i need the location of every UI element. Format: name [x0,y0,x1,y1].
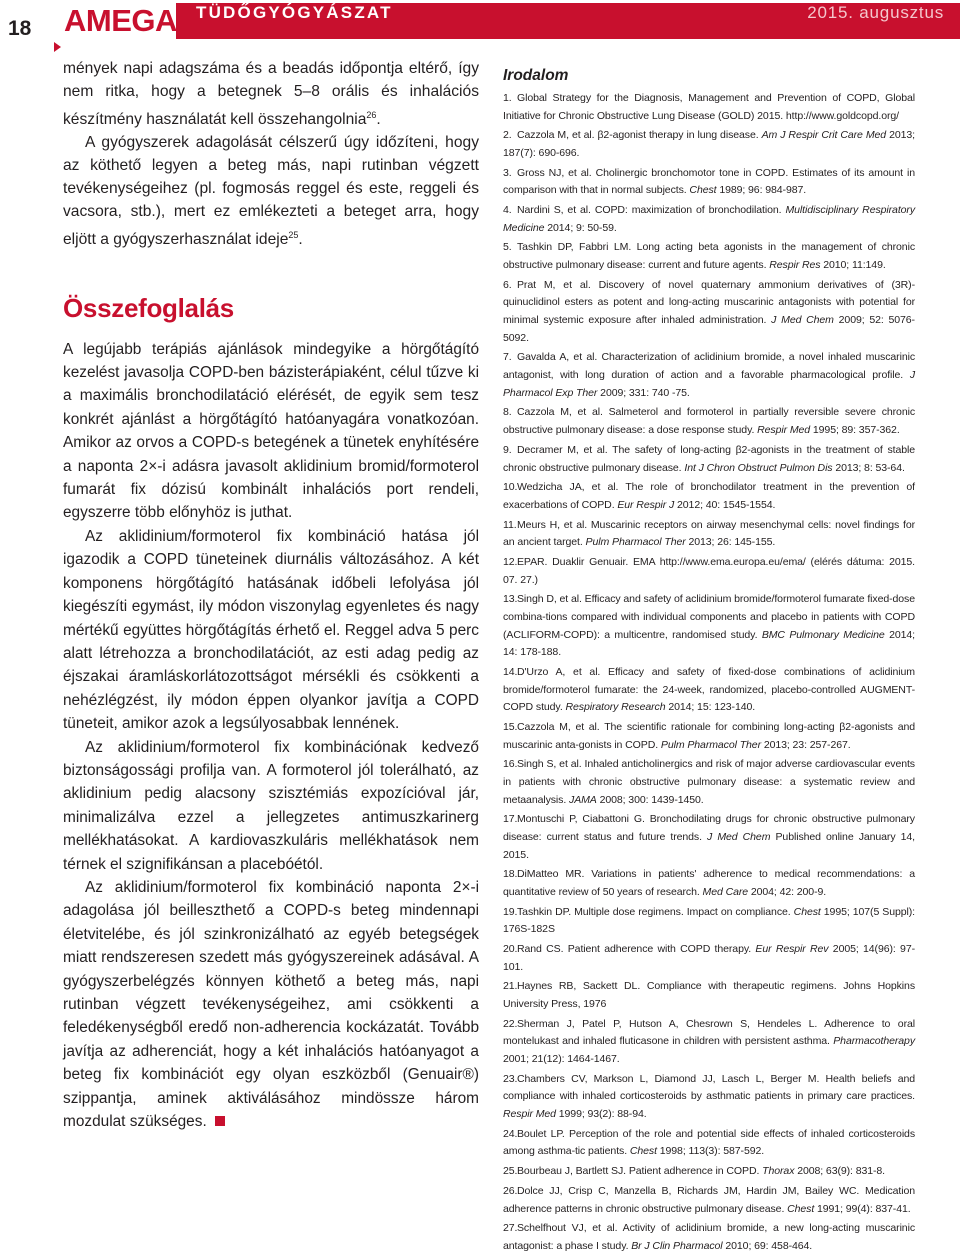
reference-item [503,277,915,348]
reference-details: 2004; 42: 200-9. [748,886,827,899]
reference-details: 2014; 14: 178-188. [503,628,915,659]
reference-number: 18. [503,868,518,881]
reference-item [503,941,915,976]
citation-sup: 26 [366,109,377,120]
reference-details: 2008; 300: 1439-1450. [596,793,704,806]
reference-item [503,904,915,939]
paragraph-text: A legújabb terápiás ajánlások mindegyike a hörgőtágító kezelést javasolja COPD-ben bázisterápiaként, célul tűzve ki a maximális bronchodilatáció elérését, de egyik sem tesz konkrét ajánlást a hörgőtágító hatóanyagára vonatkozóan. Amikor az orvos a COPD-s betegének a tünetek enyhítésére a naponta 2×-i adásra javasolt aklidinium bromid/formoterol fumarát fix dózisú kombinált inhalációs port rendeli, egyszerre több előnyhöz is juthat. [63,340,479,522]
reference-journal: Respir Res [769,259,821,272]
magazine-logo: AMEGA [64,3,177,38]
intro-paragraph [63,58,479,132]
reference-number: 17. [503,813,518,826]
reference-details: 2013; 8: 53-64. [832,461,905,474]
reference-text: Rand CS. Patient adherence with COPD therapy. [517,943,756,956]
reference-journal: Respir Med [757,424,811,437]
reference-journal: J Med Chem [771,314,834,327]
reference-item [503,1183,915,1218]
reference-number: 4. [503,204,512,217]
reference-number: 10. [503,481,518,494]
reference-number: 21. [503,980,518,993]
reference-text: D'Urzo A, et al. Efficacy and safety of fixed-dose combinations of aclidinium bromide/formoterol fumarate: the 24-week, randomized, placebo-controlled AUGMENT-COPD study. [503,665,915,714]
reference-details: 1998; 113(3): 587-592. [656,1145,765,1158]
reference-number: 3. [503,166,512,179]
reference-text: Boulet LP. Perception of the role and potential side effects of inhaled corticosteroids among asthma-tic patients. [503,1127,915,1158]
reference-details: 1999; 93(2): 88-94. [555,1108,647,1121]
reference-text: DiMatteo MR. Variations in patients' adherence to medical recommendations: a quantitative review of 50 years of research. [503,868,915,899]
end-mark-icon [215,1116,225,1126]
reference-details: 2014; 15: 123-140. [665,701,756,714]
reference-number: 13. [503,593,518,606]
reference-number: 12. [503,555,518,568]
reference-text: Haynes RB, Sackett DL. Compliance with therapeutic regimens. Johns Hopkins University Press, 1976 [503,980,915,1011]
article-column [63,58,479,1133]
reference-item [503,1126,915,1161]
reference-text: Montuschi P, Ciabattoni G. Bronchodilating drugs for chronic obstructive pulmonary disease: current status and future trends. [503,813,915,843]
citation-sup: 25 [288,229,299,240]
reference-text: Meurs H, et al. Muscarinic receptors on airway mesenchymal cells: novel findings for an ancient target. [503,518,915,549]
reference-details: 2013; 23: 257-267. [760,738,851,751]
reference-journal: Thorax [762,1165,795,1178]
reference-journal: J Med Chem [707,831,771,843]
reference-text: Tashkin DP, Fabbri LM. Long acting beta agonists in the management of chronic obstructive pulmonary disease: current and future agents. [503,241,915,272]
reference-details: 2009; 52: 5076-5092. [503,314,915,344]
reference-item [503,554,915,589]
reference-details: 2001; 21(12): 1464-1467. [503,1053,620,1066]
reference-text: Chambers CV, Markson L, Diamond JJ, Lasch L, Berger M. Health beliefs and compliance with inhaled corticosteroids by asthmatic patients in primary care practices. [503,1072,915,1103]
reference-details: 2008; 63(9): 831-8. [794,1165,886,1178]
issue-date: 2015. augusztus [807,3,944,22]
reference-number: 9. [503,443,512,456]
reference-journal: Med Care [702,886,749,899]
reference-item [503,165,915,200]
summary-paragraph [63,876,479,1133]
reference-text: Cazzola M, et al. The scientific rationale for combining long-acting β2-agonists and muscarinic anta-gonists in COPD. [503,720,915,751]
reference-item [503,202,915,237]
reference-details: 2009; 331: 740 -75. [597,386,690,399]
reference-number: 1. [503,92,512,104]
reference-text: Global Strategy for the Diagnosis, Management and Prevention of COPD, Global Initiative for Chronic Obstructive Lung Disease (GOLD) 2015. http://www.goldcopd.org/ [503,92,915,122]
references-heading: Irodalom [503,67,569,84]
reference-details: 2010; 11:149. [820,259,886,272]
reference-details: 1995; 107(5 Suppl): 176S-182S [503,905,916,936]
section-title: TÜDŐGYÓGYÁSZAT [196,3,393,22]
reference-details: 1991; 99(4): 837-41. [814,1202,911,1215]
paragraph-text: Az aklidinium/formoterol fix kombináció hatása jól igazodik a COPD tüneteinek diurnális változásához. A két komponens hörgőtágító hatásának időbeli lefolyása jól kiegészíti egymást, ily módon viszonylag egyenletes és nagy mértékű együttes hörgőtágítás érhető el. Reggel adva 5 perc alatt létrehozza a bronchodilatációt, az esti adag pedig az éjszakai áramláskorlátozottságot mérsékli és csökkenti a nehézlégzést, ily módon éppen olyankor javítja a COPD tüneteit, amikor azok a legsúlyosabbak lennének. [63,527,479,733]
reference-number: 24. [503,1127,518,1140]
reference-number: 5. [503,241,512,254]
reference-item [503,811,915,864]
reference-text: Wedzicha JA, et al. The role of bronchodilator treatment in the prevention of exacerbations of COPD. [503,481,915,511]
reference-number: 11. [503,518,517,531]
reference-journal: Respiratory Research [565,701,666,714]
intro-end: . [376,111,381,128]
reference-details: 2013; 187(7): 690-696. [503,129,915,160]
reference-text: Prat M, et al. Discovery of novel quaternary ammonium derivatives of (3R)-quinuclidinol esters as potent and long-acting muscarinic antagonists with potential for minimal systemic exposure after inhaled administration. [503,278,915,327]
reference-item [503,1071,915,1124]
reference-text: Cazzola M, et al. β2-agonist therapy in lung disease. [517,129,762,142]
reference-item [503,90,915,125]
reference-item [503,591,915,662]
reference-item [503,866,915,901]
reference-item [503,404,915,439]
reference-journal: Eur Respir Rev [755,943,829,956]
reference-journal: Am J Respir Crit Care Med [761,129,887,142]
reference-text: Tashkin DP. Multiple dose regimens. Impact on compliance. [517,905,794,918]
reference-item [503,978,915,1013]
reference-journal: Chest [793,905,821,918]
reference-item [503,1163,915,1181]
reference-text: Gross NJ, et al. Cholinergic bronchomotor tone in COPD. Estimates of its amount in comparison with that in normal subjects. [503,166,915,197]
reference-item [503,517,915,552]
reference-text: Singh D, et al. Efficacy and safety of aclidinium bromide/formoterol fumarate fixed-dose combina-tions compared with individual components and placebo in patients with COPD (ACLIFORM-COPD): a multicentre, randomised study. [503,593,915,641]
page-number: 18 [8,17,32,40]
reference-number: 26. [503,1184,518,1197]
intro-end: . [298,230,303,248]
reference-details: 1989; 96: 984-987. [716,184,807,197]
intro-text: A gyógyszerek adagolását célszerű úgy időzíteni, hogy az köthető legyen a beteg más, napi rutinban végzett tevékenységeihez (pl. fogmosás reggel és este, reggeli és vacsora, stb.), mert ez emlékezteti a beteget arra, hogy eljött a gyógyszerhasználat ideje [63,133,479,248]
reference-details: 2014; 9: 50-59. [544,221,617,234]
reference-journal: Respir Med [503,1108,556,1121]
reference-journal: Chest [629,1145,657,1158]
reference-journal: Pharmacotherapy [833,1035,915,1048]
reference-number: 15. [503,720,518,733]
reference-number: 2. [503,129,512,142]
reference-number: 27. [503,1222,518,1235]
reference-number: 6. [503,278,512,291]
reference-journal: Br J Clin Pharmacol [631,1239,723,1252]
continuation-arrow-icon [54,42,61,52]
reference-item [503,756,915,809]
reference-number: 8. [503,406,512,419]
reference-text: Nardini S, et al. COPD: maximization of bronchodilation. [517,204,786,217]
reference-details: 2013; 26: 145-155. [685,536,776,549]
reference-text: Gavalda A, et al. Characterization of aclidinium bromide, a novel inhaled muscarinic antagonist, with long duration of action and a favorable pharmacological profile. [503,351,915,382]
reference-journal: Pulm Pharmacol Ther [585,536,686,549]
reference-number: 22. [503,1017,518,1030]
summary-paragraph [63,338,479,525]
reference-number: 14. [503,665,518,678]
reference-journal: Eur Respir J [617,498,675,511]
reference-journal: Pulm Pharmacol Ther [660,738,761,751]
reference-item [503,239,915,274]
reference-journal: Chest [689,184,717,197]
reference-details: 2005; 14(96): 97-101. [503,943,916,973]
reference-item [503,479,915,514]
reference-item [503,719,915,754]
reference-number: 23. [503,1072,518,1085]
reference-item [503,1220,915,1255]
reference-number: 19. [503,905,518,918]
references-column [503,66,915,1258]
summary-heading: Összefoglalás [63,292,234,323]
reference-number: 25. [503,1165,518,1178]
summary-paragraph [63,525,479,736]
reference-text: Singh S, et al. Inhaled anticholinergics and risk of major adverse cardiovascular events in patients with chronic obstructive pulmonary disease: a systematic review and metaanalysis. [503,758,915,806]
reference-journal: Chest [787,1202,815,1215]
reference-journal: BMC Pulmonary Medicine [761,628,885,641]
reference-item [503,1016,915,1069]
intro-paragraph [63,132,479,252]
reference-journal: Int J Chron Obstruct Pulmon Dis [684,461,833,474]
reference-details: 2010; 69: 458-464. [722,1239,813,1252]
reference-details: 2012; 40: 1545-1554. [674,498,776,511]
reference-text: EPAR. Duaklir Genuair. EMA http://www.ema.europa.eu/ema/ (elérés dátuma: 2015. 07. 27.) [503,555,915,586]
reference-text: Bourbeau J, Bartlett SJ. Patient adherence in COPD. [517,1165,763,1178]
reference-details: Published online January 14, 2015. [503,831,915,861]
paragraph-text: Az aklidinium/formoterol fix kombinációnak kedvező biztonságossági profilja van. A formoterol jól tolerálható, az aklidinium pedig alacsony szisztémiás expozícióval jár, minimalizálva ezzel a jellegzetes antimuszkarinerg mellékhatásokat. A kardiovaszkuláris mellékhatások nem térnek el szignifikánsan a placebóétól. [63,738,479,873]
reference-journal: JAMA [569,793,597,806]
summary-paragraph [63,736,479,876]
reference-text: Sherman J, Patel P, Hutson A, Chesrown S, Hendeles L. Adherence to oral montelukast and inhaled fluticasone in children with persistent asthma. [503,1017,915,1048]
reference-journal: J Pharmacol Exp Ther [503,369,915,399]
references-list [503,90,915,1256]
reference-details: 1995; 89: 357-362. [810,424,900,437]
paragraph-text: Az aklidinium/formoterol fix kombináció naponta 2×-i adagolása jól beilleszthető a COPD-s beteg mindennapi életvitelébe, és jól szinkronizálható az egyéb betegségek miatt rendszeresen szedett más gyógyszereinek adásával. A gyógyszerbelégzés könnyen köthető a beteg más, napi rutinban végzett tevékenységeihez, ami csökkenti a feledékenységből eredő non-adherencia kockázatát. Tovább javítja az adherenciát, hogy a két inhalációs hatóanyagot a beteg fix kombinációt egy olyan eszközből (Genuair®) szippantja, aminek aktiválásához mindössze három mozdulat szükséges. [63,878,479,1131]
reference-text: Dolce JJ, Crisp C, Manzella B, Richards JM, Hardin JM, Bailey WC. Medication adherence patterns in chronic obstructive pulmonary disease. [503,1184,915,1215]
reference-item [503,127,915,162]
reference-item [503,442,915,477]
page-header [0,0,960,56]
intro-text: mények napi adagszáma és a beadás időpontja eltérő, így nem ritka, hogy a betegnek 5–8 orális és inhalációs készítmény használatát kell összehangolnia [63,60,479,128]
reference-item [503,349,915,402]
reference-number: 7. [503,351,512,364]
reference-text: Decramer M, et al. The safety of long-acting β2-agonists in the treatment of stable chronic obstructive pulmonary disease. [503,443,915,474]
reference-number: 20. [503,943,518,956]
reference-journal: Multidisciplinary Respiratory Medicine [503,204,916,234]
reference-text: Schelfhout VJ, et al. Activity of aclidinium bromide, a new long-acting muscarinic antagonist: a phase I study. [503,1222,915,1252]
reference-number: 16. [503,758,518,771]
reference-item [503,664,915,717]
reference-text: Cazzola M, et al. Salmeterol and formoterol in partially reversible severe chronic obstructive pulmonary disease: a dose response study. [503,406,915,437]
